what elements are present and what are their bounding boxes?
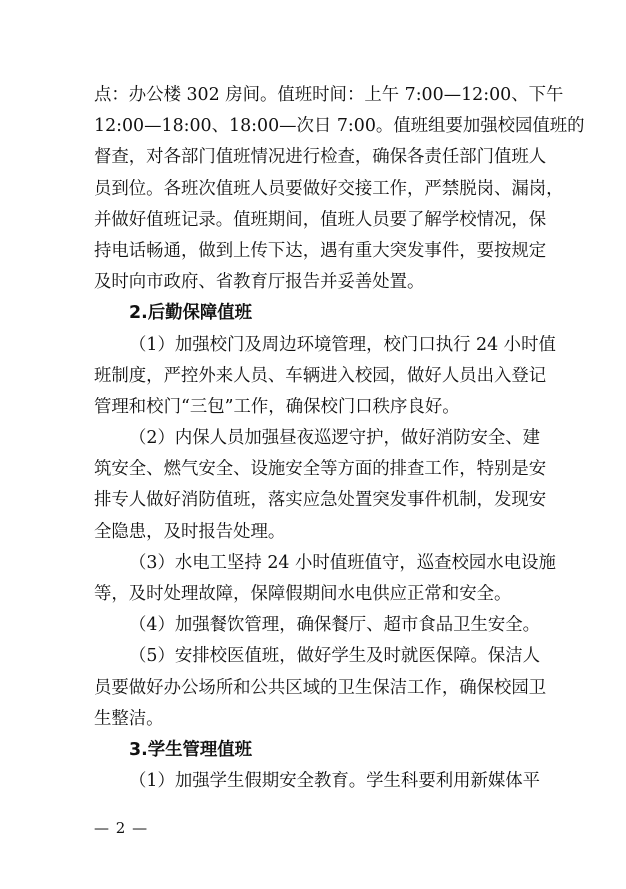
text-line: 全隐患，及时报告处理。 (94, 521, 286, 542)
text-line: 及时向市政府、省教育厅报告并妥善处置。 (94, 272, 425, 293)
text-line: 12:00—18:00、18:00—次日 7:00。值班组要加强校园值班的 (94, 116, 585, 137)
paragraph-student-item-1 (94, 766, 541, 797)
text-line: （1）加强学生假期安全教育。学生科要利用新媒体平 (129, 771, 541, 792)
text-line: 持电话畅通，做到上传下达，遇有重大突发事件，要按规定 (94, 240, 547, 261)
paragraph-item-1-gate (94, 330, 556, 424)
text-line: 筑安全、燃气安全、设施安全等方面的排查工作，特别是安 (94, 459, 547, 480)
text-line: 并做好值班记录。值班期间，值班人员要了解学校情况，保 (94, 209, 547, 230)
paragraph-item-2-security (94, 423, 547, 548)
text-line: （3）水电工坚持 24 小时值班值守，巡查校园水电设施 (129, 552, 556, 573)
text-line: 排专人做好消防值班，落实应急处置突发事件机制，发现安 (94, 490, 547, 511)
text-line: 点：办公楼 302 房间。值班时间：上午 7:00—12:00、下午 (94, 85, 564, 105)
text-line: 生整洁。 (94, 708, 164, 729)
document-page (94, 80, 585, 797)
paragraph-duty-location-time (94, 80, 585, 298)
text-line: （5）安排校医值班，做好学生及时就医保障。保洁人 (129, 646, 541, 667)
paragraph-item-3-utilities (94, 548, 556, 610)
section-heading-logistics: 2.后勤保障值班 (129, 303, 253, 324)
text-line: 等，及时处理故障，保障假期间水电供应正常和安全。 (94, 584, 512, 604)
paragraph-item-4-catering (94, 610, 541, 641)
page-number: — 2 — (94, 819, 149, 837)
text-line: 督查，对各部门值班情况进行检查，确保各责任部门值班人 (94, 147, 547, 168)
text-line: 员要做好办公场所和公共区域的卫生保洁工作，确保校园卫 (94, 677, 547, 698)
text-line: （4）加强餐饮管理，确保餐厅、超市食品卫生安全。 (129, 615, 541, 636)
text-line: （1）加强校门及周边环境管理，校门口执行 24 小时值 (129, 334, 556, 355)
text-line: 班制度，严控外来人员、车辆进入校园，做好人员出入登记 (94, 365, 547, 386)
paragraph-item-5-medical (94, 641, 547, 735)
text-line: （2）内保人员加强昼夜巡逻守护，做好消防安全、建 (129, 428, 541, 449)
text-line: 管理和校门“三包”工作，确保校门口秩序良好。 (94, 396, 460, 417)
section-heading-student-management: 3.学生管理值班 (129, 739, 253, 760)
text-line: 员到位。各班次值班人员要做好交接工作，严禁脱岗、漏岗， (94, 178, 564, 199)
